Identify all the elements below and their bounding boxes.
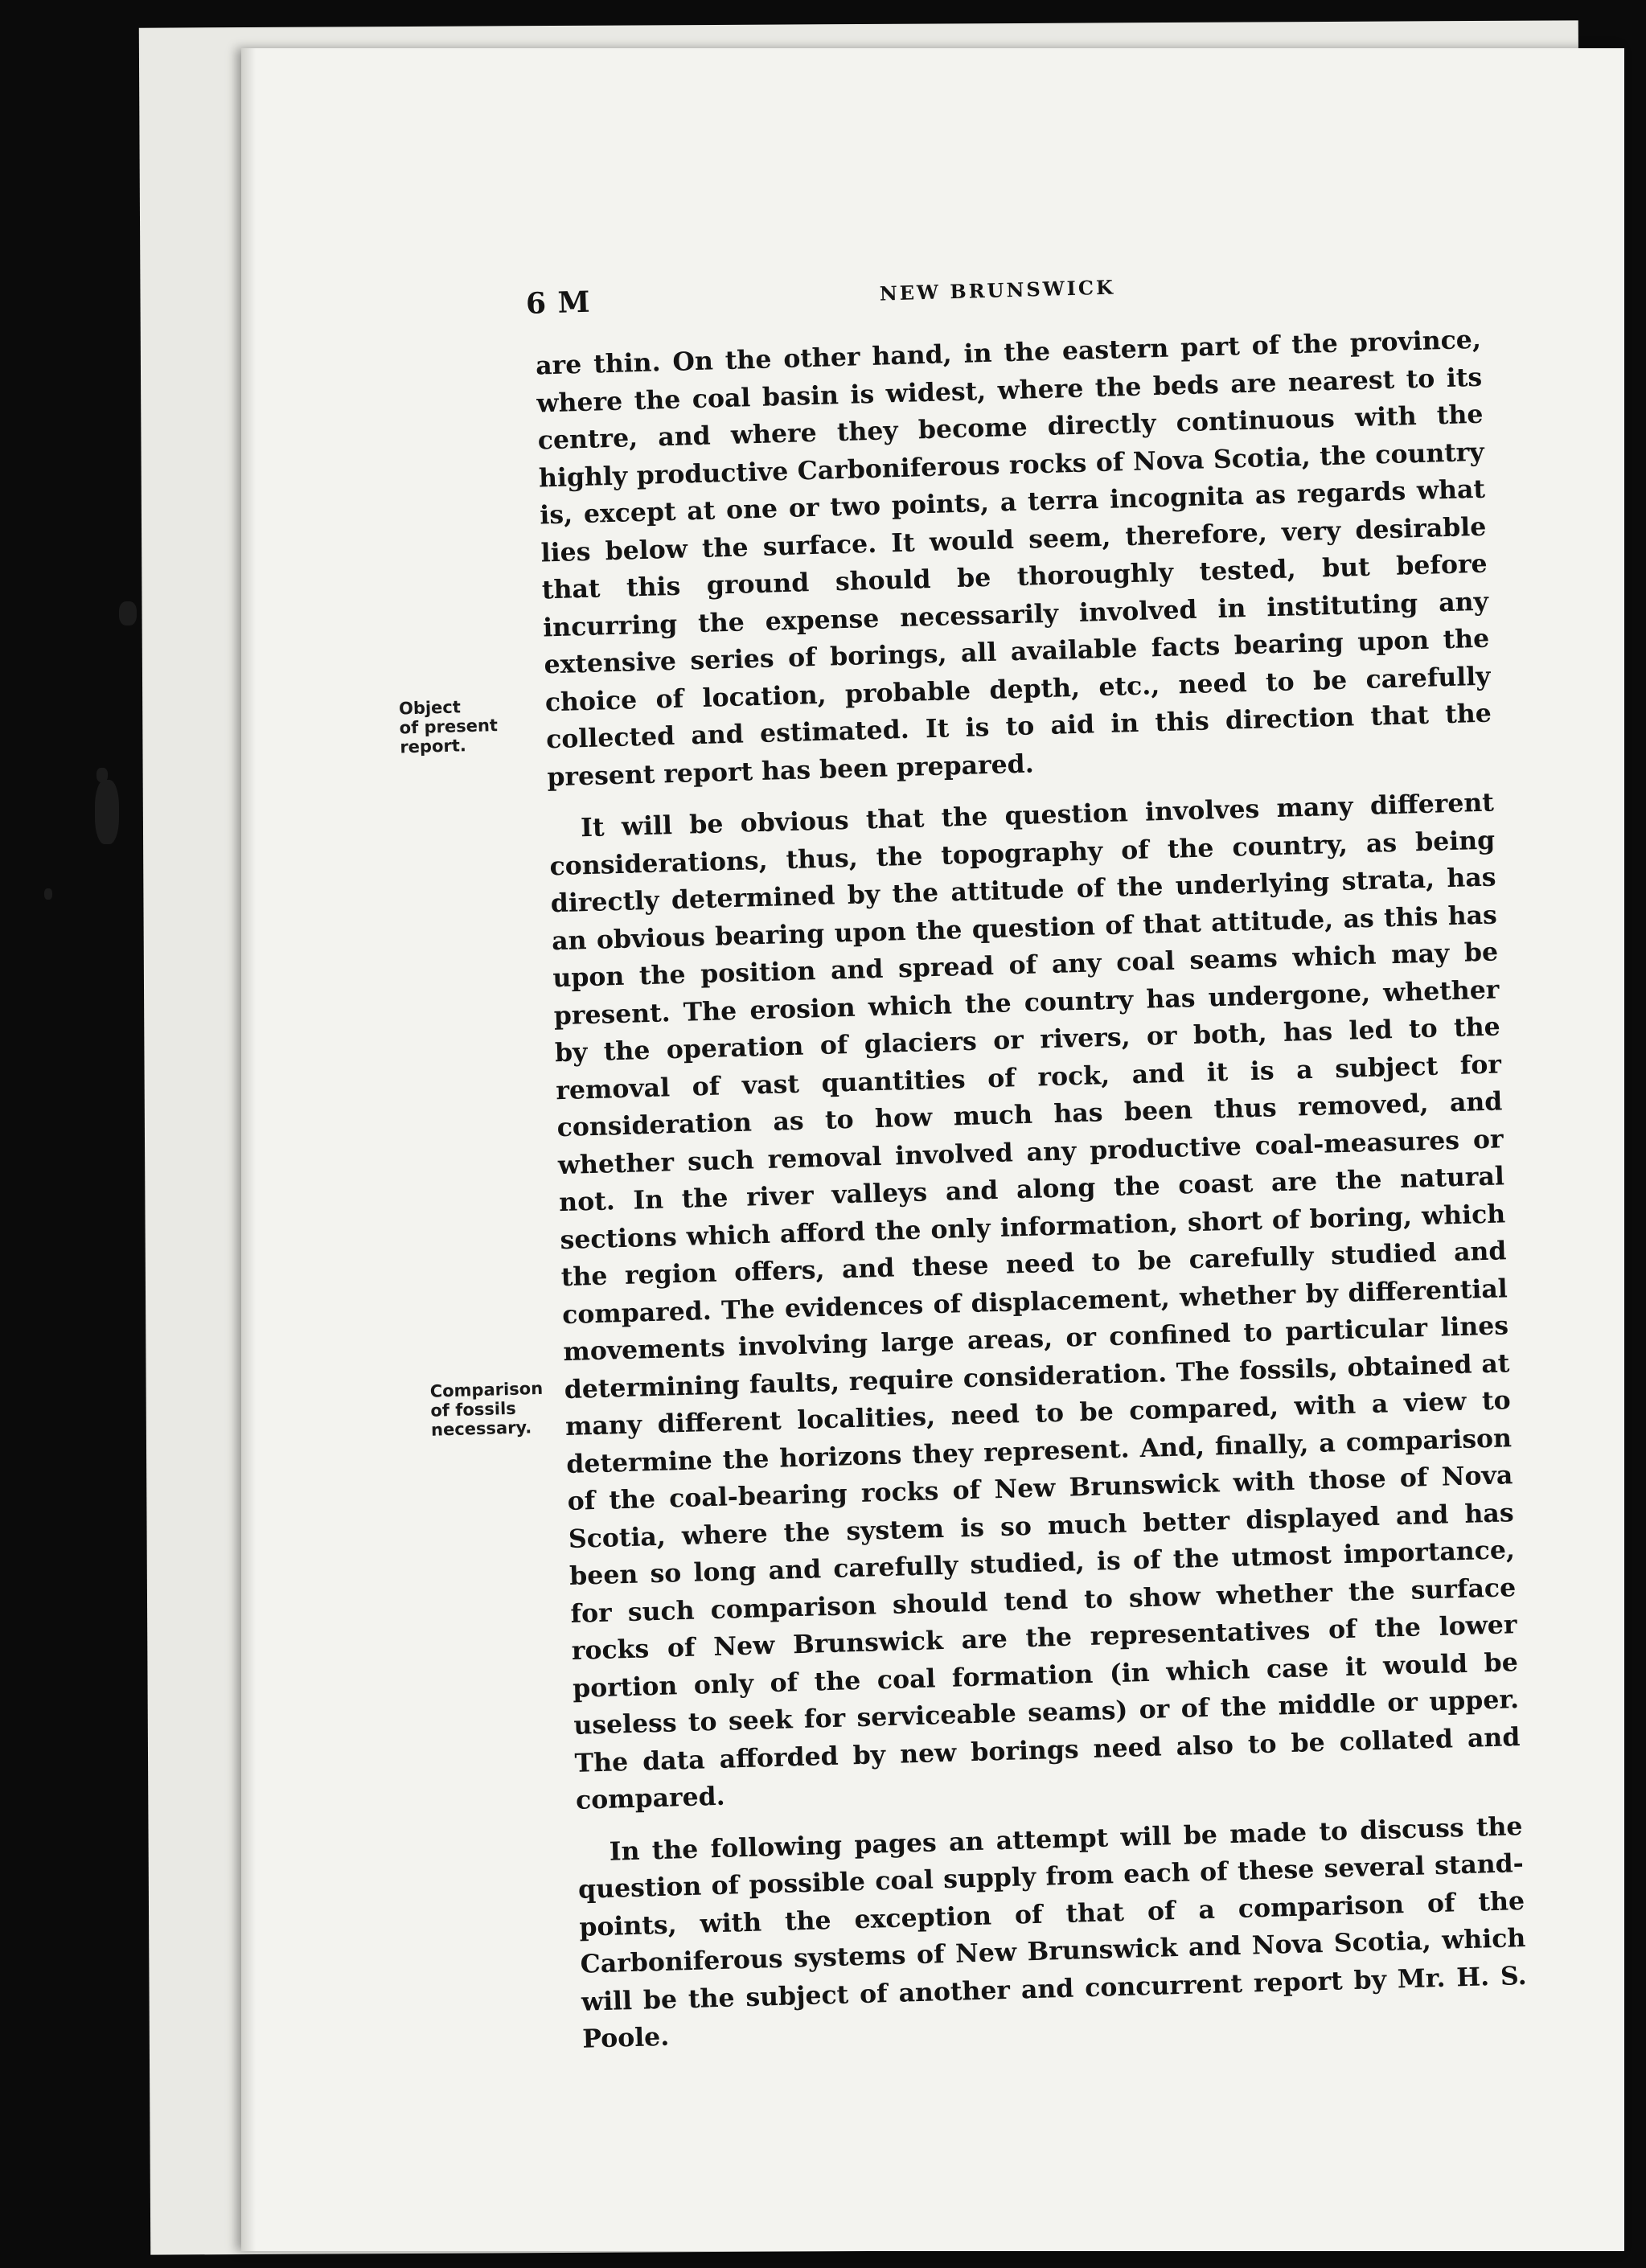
paragraph-1: are thin. On the other hand, in the eastern part of the province, where the coal basin is widest, where the beds are nearest to its centre, and where they become directly continuous with the highly productive Carboniferous rocks of Nova Scotia, the country is, except at one or two points, a terra incognita as regards what lies below the surface. It would seem, therefore, very desirable that this ground should be thoroughly tested, but before incurring the expense necessarily involved in instituting any extensive series of borings, all available facts bearing upon the choice of location, probable depth, etc., need to be carefully collected and estimated. It is to aid in this direction that the present report has been prepared. [535,324,1492,792]
margin-note-comparison-of-fossils: Comparison of fossils necessary. [429,1378,544,1440]
running-title: NEW BRUNSWICK [879,275,1116,306]
paragraph-2: It will be obvious that the question involves many different considerations, thus, the topography of the country, as being directly determined by the attitude of the underlying strata, has an obvious bearing upon the question of that attitude, as this has upon the position and spread of any coal seams which may be present. The erosion which the country has undergone, whether by the operation of glaciers or rivers, or both, has led to the removal of vast quantities of rock, and it is a subject for consideration as to how much has been thus removed, and whether such removal involved any productive coal-measures or not. In the river valleys and along the coast are the natural sections which afford the only information, short of boring, which the region offers, and these need to be carefully studied and compared. The evidences of displacement, whether by differential movements involving large areas, or confined to particular lines determining faults, require consideration. The fossils, obtained at many different localities, need to be compared, with a view to determine the horizons they represent. And, finally, a comparison of the coal-bearing rocks of New Brunswick with those of Nova Scotia, where the system is so much better displayed and has been so long and carefully studied, is of the utmost importance, for such comparison should tend to show whether the surface rocks of New Brunswick are the representatives of the lower portion only of the coal formation (in which case it would be useless to seek for serviceable seams) or of the middle or upper. The data afforded by new borings need also to be collated and compared. [549,787,1521,1815]
margin-note-object-of-report: Object of present report. [398,697,499,757]
body-text [536,322,1529,2073]
running-head [525,260,1475,322]
paragraph-3: In the following pages an attempt will be made to discuss the question of possible coal supply from each of these several stand-points, with the exception of that of a comparison of the Carboniferous systems of New Brunswick and Nova Scotia, which will be the subject of another and concurrent report by Mr. H. S. Poole. [577,1811,1528,2054]
page-number: 6 M [525,285,592,321]
